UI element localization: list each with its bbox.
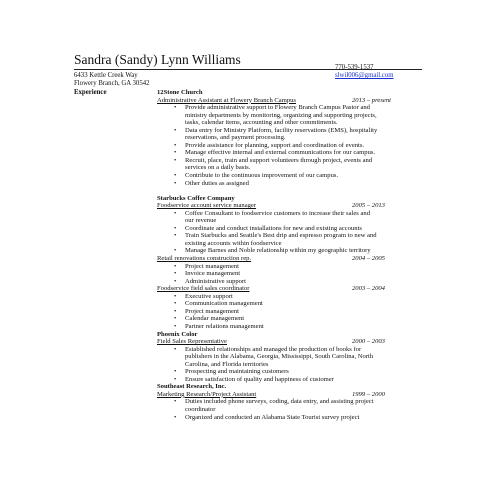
company-name: Southeast Research, Inc. bbox=[157, 383, 227, 391]
role-heading bbox=[157, 338, 425, 346]
role-title: Field Sales Representative bbox=[157, 338, 227, 346]
experience-list bbox=[157, 89, 425, 421]
phone-number: 770-539-1537 bbox=[335, 64, 374, 71]
role-dates: 2004 – 2005 bbox=[352, 255, 385, 263]
list-item: • Provide administrative support to Flowery Branch Campus Pastor and bbox=[174, 104, 370, 112]
list-item: • Coordinate and conduct installations for new and existing accounts bbox=[174, 224, 362, 232]
list-item: services on a daily basis. bbox=[185, 164, 251, 172]
bullet-icon: • bbox=[174, 322, 177, 330]
bullet-icon: • bbox=[174, 141, 177, 149]
bullet-icon: • bbox=[174, 375, 177, 383]
role-title: Retail renovations construction rep. bbox=[157, 255, 252, 263]
duty-list bbox=[157, 263, 425, 286]
bullet-icon: • bbox=[174, 262, 177, 270]
list-item: • Data entry for Ministry Platform, facility reservations (EMS), hospitality bbox=[174, 126, 378, 134]
list-item: • Manage Barnes and Noble relationship within my geographic territory bbox=[174, 247, 371, 255]
role-title: Marketing Research/Project Assistant bbox=[157, 390, 257, 398]
role-dates: 2013 – present bbox=[352, 96, 391, 104]
list-item: • Organized and conducted an Alabama State Tourist survey project bbox=[174, 413, 360, 421]
bullet-icon: • bbox=[174, 277, 177, 285]
duty-list bbox=[157, 210, 425, 255]
bullet-icon: • bbox=[174, 368, 177, 376]
list-item: • Invoice management bbox=[174, 270, 241, 278]
list-item: • Train Starbucks and Seattle's Best drip and espresso program to new and bbox=[174, 232, 377, 240]
list-item: • Project management bbox=[174, 307, 240, 315]
bullet-icon: • bbox=[174, 126, 177, 134]
role-title: Administrative Assistant at Flowery Branch Campus bbox=[157, 96, 297, 104]
duty-list bbox=[157, 398, 425, 421]
address-line-2: Flowery Branch, GA 30542 bbox=[74, 80, 150, 87]
address-line-1: 6433 Kettle Creek Way bbox=[74, 72, 138, 79]
bullet-icon: • bbox=[174, 149, 177, 157]
list-item: • Administrative support bbox=[174, 277, 246, 285]
bullet-icon: • bbox=[174, 179, 177, 187]
duty-list bbox=[157, 346, 425, 384]
list-item: • Provide assistance for planning, support and coordination of events. bbox=[174, 141, 365, 149]
list-item: • Ensure satisfaction of quality and happiness of customer bbox=[174, 375, 334, 383]
list-item: • Calendar management bbox=[174, 315, 245, 323]
bullet-icon: • bbox=[174, 398, 177, 406]
role-heading bbox=[157, 202, 425, 210]
list-item: our revenue bbox=[185, 217, 217, 225]
list-item: existing accounts within foodservice bbox=[185, 239, 282, 247]
list-item: tasks, calendar items, accounting and other commitments. bbox=[185, 119, 338, 127]
list-item: • Duties included phone surveys, coding, data entry, and assisting project bbox=[174, 398, 374, 406]
bullet-icon: • bbox=[174, 224, 177, 232]
company-name: 12Stone Church bbox=[157, 89, 203, 96]
role-dates: 2003 – 2004 bbox=[352, 285, 385, 293]
list-item: • Other duties as assigned bbox=[174, 179, 249, 187]
bullet-icon: • bbox=[174, 247, 177, 255]
list-item: • Project management bbox=[174, 262, 240, 270]
role-heading bbox=[157, 255, 425, 263]
email-link[interactable]: slwil006@gmail.com bbox=[335, 72, 394, 79]
bullet-icon: • bbox=[174, 307, 177, 315]
candidate-name: Sandra (Sandy) Lynn Williams bbox=[74, 52, 241, 67]
list-item: publishers in the Alabama, Georgia, Mississippi, South Carolina, North bbox=[185, 353, 374, 361]
list-item: • Established relationships and managed the production of books for bbox=[174, 345, 362, 353]
list-item: • Communication management bbox=[174, 300, 263, 308]
section-spacer bbox=[157, 187, 425, 195]
role-dates: 2000 – 2003 bbox=[352, 338, 385, 346]
bullet-icon: • bbox=[174, 232, 177, 240]
list-item: • Prospecting and maintaining customers bbox=[174, 368, 289, 376]
bullet-icon: • bbox=[174, 315, 177, 323]
experience-section-label: Experience bbox=[74, 89, 107, 96]
bullet-icon: • bbox=[174, 292, 177, 300]
list-item: • Manage effective internal and external communications for our campus. bbox=[174, 149, 376, 157]
bullet-icon: • bbox=[174, 413, 177, 421]
role-heading bbox=[157, 97, 425, 105]
role-dates: 1999 – 2000 bbox=[352, 390, 385, 398]
bullet-icon: • bbox=[174, 270, 177, 278]
list-item: • Recruit, place, train and support volunteers through project, events and bbox=[174, 156, 373, 164]
list-item: ministry departments by monitoring, organizing and supporting projects, bbox=[185, 111, 377, 119]
bullet-icon: • bbox=[174, 156, 177, 164]
role-title: Foodservice account service manager bbox=[157, 202, 257, 210]
bullet-icon: • bbox=[174, 172, 177, 180]
bullet-icon: • bbox=[174, 345, 177, 353]
bullet-icon: • bbox=[174, 300, 177, 308]
bullet-icon: • bbox=[174, 104, 177, 112]
role-heading bbox=[157, 391, 425, 399]
duty-list bbox=[157, 104, 425, 187]
list-item: • Contribute to the continuous improvement of our campus. bbox=[174, 172, 339, 180]
company-name: Starbucks Coffee Company bbox=[157, 194, 235, 202]
role-heading bbox=[157, 285, 425, 293]
role-title: Foodservice field sales coordinator bbox=[157, 285, 250, 293]
role-dates: 2005 – 2013 bbox=[352, 202, 385, 210]
list-item: Carolina, and Florida territories bbox=[185, 360, 269, 368]
list-item: • Executive support bbox=[174, 292, 233, 300]
list-item: reservations, and payment processing. bbox=[185, 134, 286, 142]
list-item: • Coffee Consultant to foodservice customers to increase their sales and bbox=[174, 209, 370, 217]
list-item: coordinator bbox=[185, 405, 216, 413]
duty-list bbox=[157, 293, 425, 331]
bullet-icon: • bbox=[174, 209, 177, 217]
list-item: • Partner relations management bbox=[174, 322, 264, 330]
company-name: Phoenix Color bbox=[157, 330, 198, 338]
